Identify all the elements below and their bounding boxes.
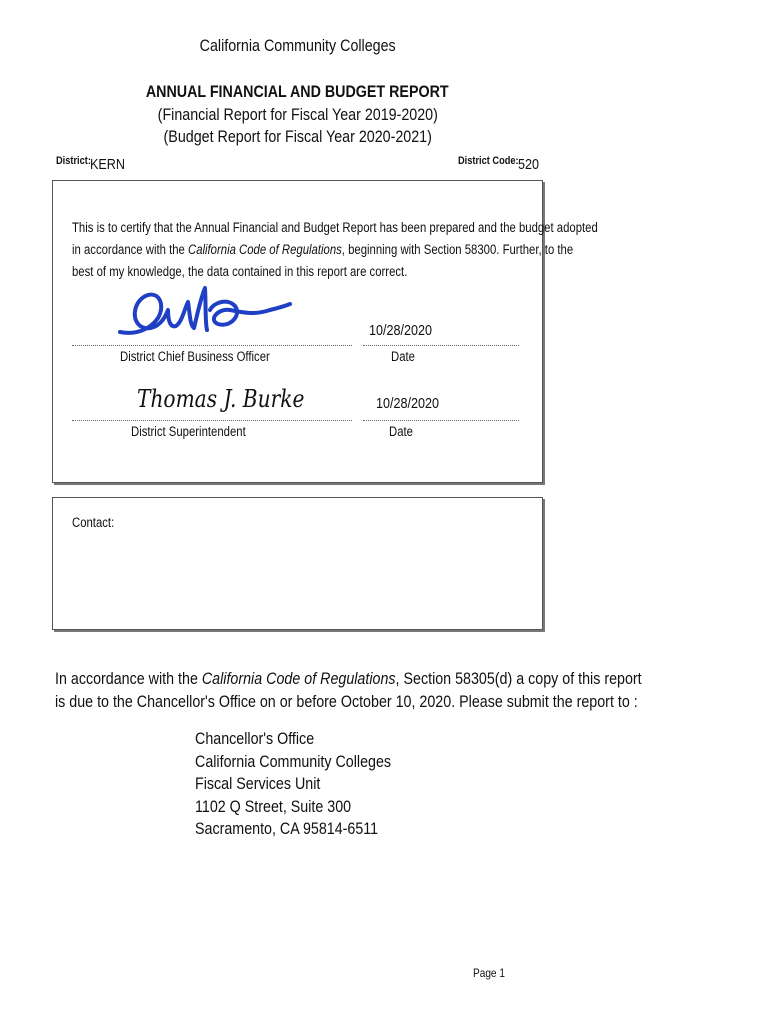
district-code-label: District Code:: [458, 155, 519, 167]
report-title: ANNUAL FINANCIAL AND BUDGET REPORT: [146, 82, 449, 101]
superintendent-caption: District Superintendent: [131, 424, 246, 439]
submission-notice: In accordance with the California Code of Regulations, Section 58305(d) a copy of this report is due to the Chancellor's Office on or before October 10, 2020. Please submit the report to :: [55, 669, 642, 711]
district-value: KERN: [90, 156, 126, 173]
cbo-date-line: [363, 345, 519, 346]
district-label: District:: [56, 155, 91, 167]
cbo-date-caption: Date: [391, 349, 415, 364]
address-line: 1102 Q Street, Suite 300: [195, 796, 352, 816]
contact-box: [52, 497, 543, 630]
address-line: California Community Colleges: [195, 751, 392, 771]
budget-year-subtitle: (Budget Report for Fiscal Year 2020-2021): [163, 127, 432, 146]
cbo-signature-line: [72, 345, 352, 346]
superintendent-date-value: 10/28/2020: [376, 395, 440, 412]
address-line: Sacramento, CA 95814-6511: [195, 819, 379, 838]
certification-statement: This is to certify that the Annual Financial and Budget Report has been prepared and the budget adopted in accordance with the California Code of Regulations, beginning with Section 58300. Further, to the best of my knowledge, the data contained in this report are correct.: [72, 220, 598, 279]
page-number: Page 1: [473, 966, 505, 980]
cbo-date-value: 10/28/2020: [369, 322, 433, 339]
address-line: Fiscal Services Unit: [195, 774, 321, 793]
mailing-address: [195, 728, 428, 841]
contact-label: Contact:: [72, 515, 115, 530]
superintendent-signature-line: [72, 420, 352, 421]
cbo-signature: [110, 280, 300, 350]
superintendent-signature: Thomas J. Burke: [137, 385, 305, 413]
organization-heading: California Community Colleges: [199, 36, 396, 55]
financial-year-subtitle: (Financial Report for Fiscal Year 2019-2020): [157, 105, 438, 124]
superintendent-date-caption: Date: [389, 424, 413, 439]
superintendent-date-line: [363, 420, 519, 421]
cbo-caption: District Chief Business Officer: [120, 349, 270, 364]
district-code-value: 520: [518, 156, 540, 173]
address-line: Chancellor's Office: [195, 729, 315, 748]
